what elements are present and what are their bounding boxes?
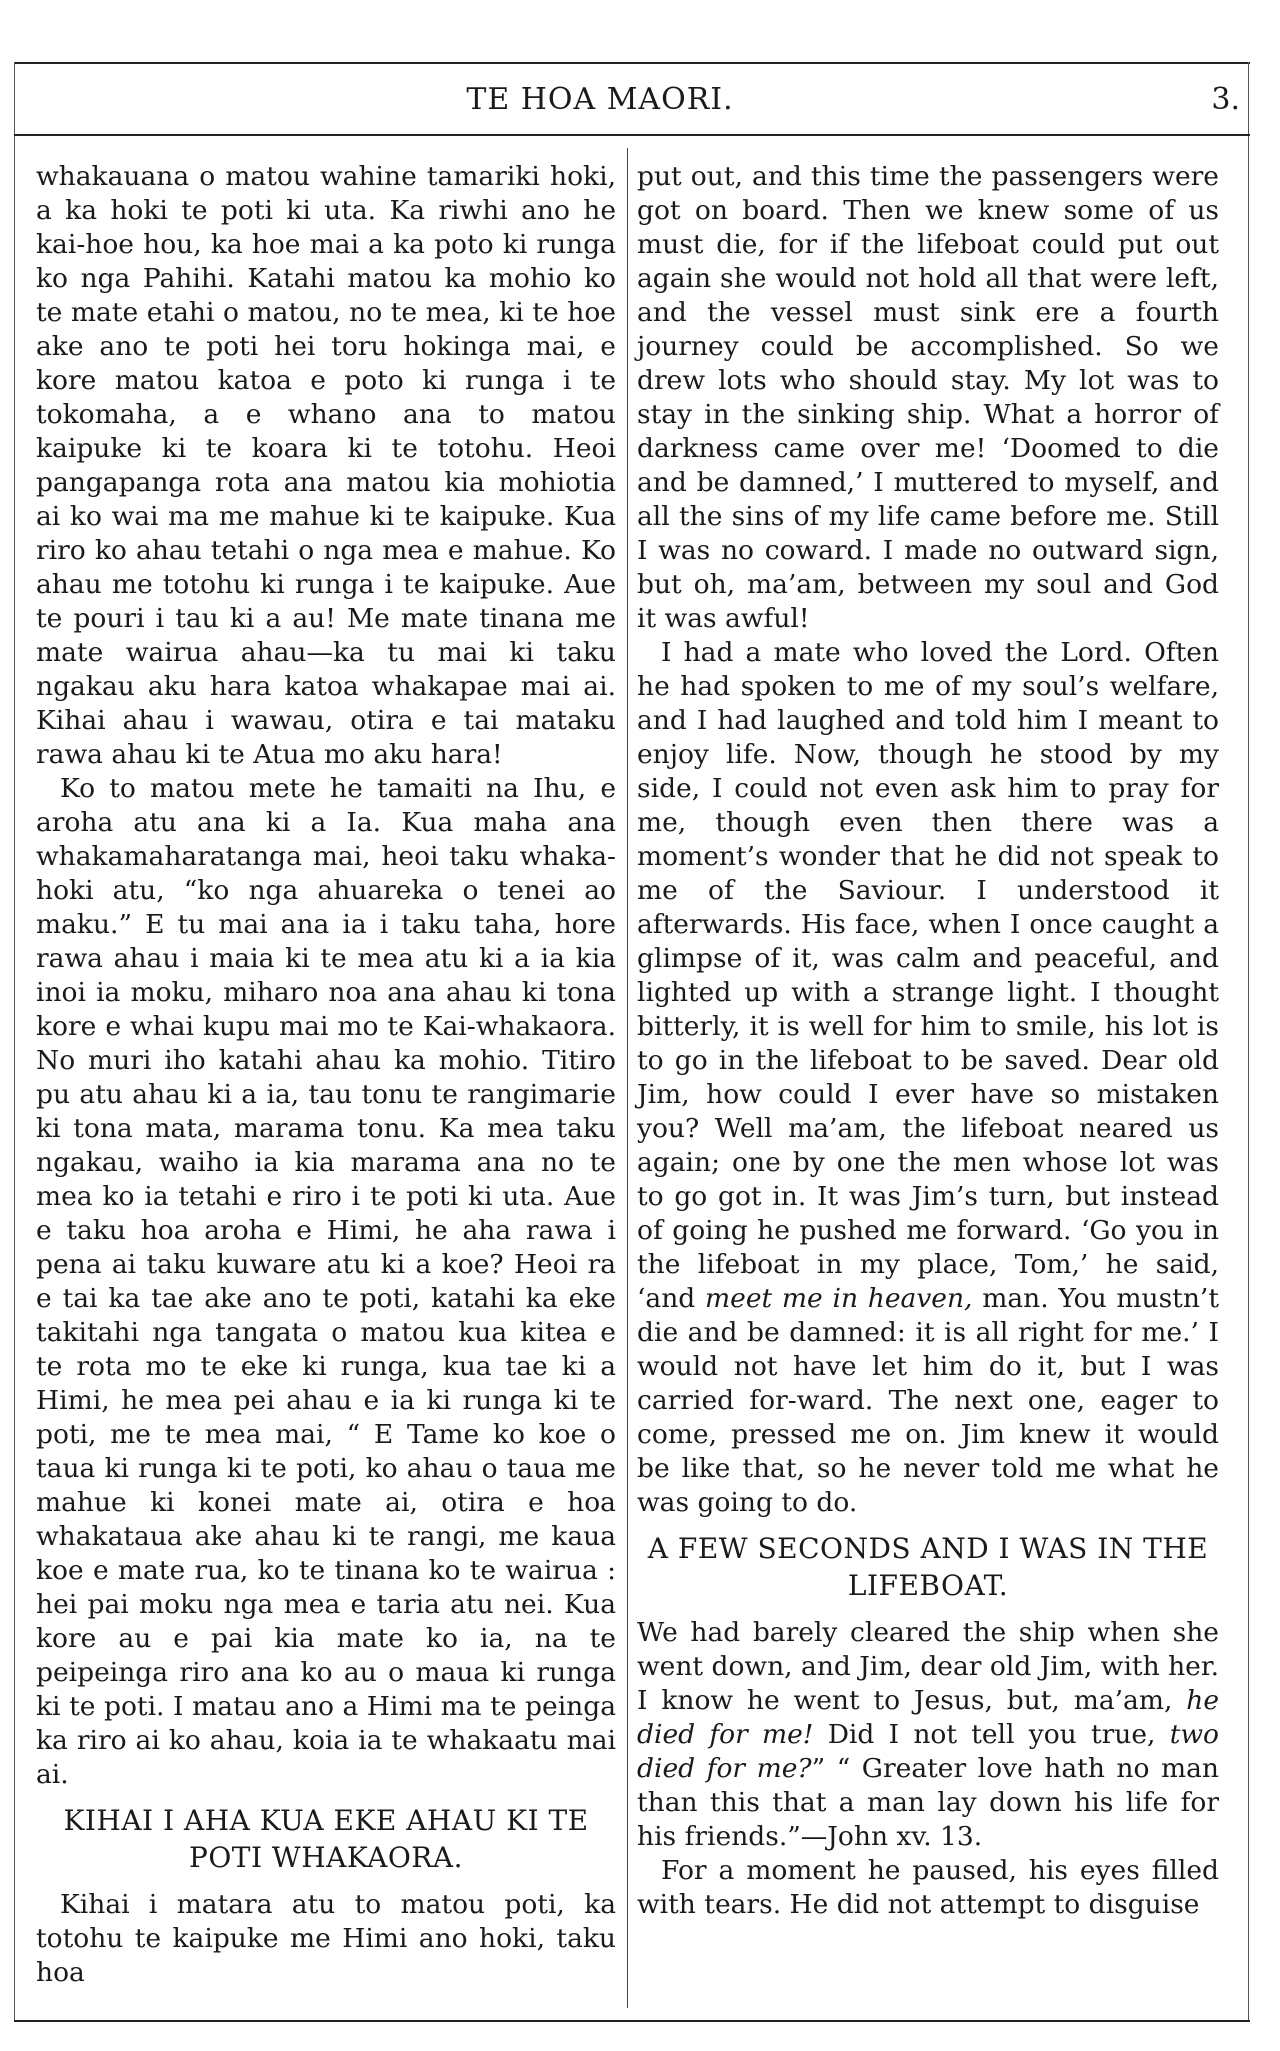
- footer-rule: [14, 2020, 1250, 2022]
- right-paragraph-2-emphasis: meet me in heaven,: [705, 1283, 973, 1314]
- header-top-rule: [14, 62, 1250, 64]
- right-paragraph-1: put out, and this time the passengers were got on board. Then we knew some of us must die, for if the lifeboat could put out again she would not hold all that were left, and the vessel must sink ere a fourth journey could be accomplished. So we drew lots who should stay. My lot was to stay in the sinking ship. What a horror of darkness came over me! ‘Doomed to die and be damned,’ I muttered to myself, and all the sins of my life came before me. Still I was no coward. I made no outward sign, but oh, ma’am, between my soul and God it was awful!: [637, 161, 1219, 634]
- page-title: TE HOA MAORI.: [466, 82, 734, 117]
- left-paragraph-3: Kihai i matara atu to matou poti, ka totohu te kaipuke me Himi ano hoki, taku hoa: [36, 1889, 616, 1988]
- left-paragraph-2: Ko to matou mete he tamaiti na Ihu, e aroha atu ana ki a Ia. Kua maha ana whakamaharatanga mai, heoi taku whaka-hoki atu, “ko nga ahuareka o tenei ao maku.” E tu mai ana ia i taku taha, hore rawa ahau i maia ki te mea atu ki a ia kia inoi ia moku, miharo noa ana ahau ki tona kore e whai kupu mai mo te Kai-whakaora. No muri iho katahi ahau ka mohio. Titiro pu atu ahau ki a ia, tau tonu te rangimarie ki tona mata, marama tonu. Ka mea taku ngakau, waiho ia kia marama ana no te mea ko ia tetahi e riro i te poti ki uta. Aue e taku hoa aroha e Himi, he aha rawa i pena ai taku kuware atu ki a koe? Heoi ra e tai ka tae ake ano te poti, katahi ka eke takitahi nga tangata o matou kua kitea e te rota mo te eke ki runga, kua tae ki a Himi, he mea pei ahau e ia ki runga ki te poti, me te mea mai, “ E Tame ko koe o taua ki runga ki te poti, ko ahau o taua me mahue ki konei mate ai, otira e hoa whakataua ake ahau ki te rangi, me kaua koe e mate rua, ko te tinana ko te wairua : hei pai moku nga mea e taria atu nei. Kua kore au e pai kia mate ko ia, na te peipeinga riro ana ko au o maua ki runga ki te poti. I matau ano a Himi ma te peinga ka riro ai ko ahau, koia ia te whakaatu mai ai.: [36, 773, 616, 1790]
- right-section-heading: A FEW SECONDS AND I WAS IN THE LIFEBOAT.: [647, 1532, 1209, 1602]
- right-paragraph-3-text-c: ” “ Greater love hath no man than this that a man lay down his life for his friends.”—John xv. 13.: [637, 1753, 1219, 1852]
- right-paragraph-3-text-b: Did I not tell you true,: [813, 1719, 1170, 1750]
- right-paragraph-3-emphasis-1: he died for me!: [637, 1685, 1219, 1750]
- header-bottom-rule: [14, 134, 1250, 136]
- right-paragraph-2-text-a: I had a mate who loved the Lord. Often he had spoken to me of my soul’s welfare, and I had laughed and told him I meant to enjoy life. Now, though he stood by my side, I could not even ask him to pray for me, though even then there was a moment’s wonder that he did not speak to me of the Saviour. I understood it afterwards. His face, when I once caught a glimpse of it, was calm and peaceful, and lighted up with a strange light. I thought bitterly, it is well for him to smile, his lot is to go in the lifeboat to be saved. Dear old Jim, how could I ever have so mistaken you? Well ma’am, the lifeboat neared us again; one by one the men whose lot was to go got in. It was Jim’s turn, but instead of going he pushed me forward. ‘Go you in the lifeboat in my place, Tom,’ he said, ‘and: [637, 637, 1219, 1314]
- right-paragraph-2-text-b: man. You mustn’t die and be damned: it is all right for me.’ I would not have let him do it, but I was carried for-ward. The next one, eager to come, pressed me on. Jim knew it would be like that, so he never told me what he was going to do.: [637, 1283, 1219, 1518]
- right-paragraph-3-text-a: We had barely cleared the ship when she went down, and Jim, dear old Jim, with her. I know he went to Jesus, but, ma’am,: [637, 1617, 1220, 1716]
- right-paragraph-3: [637, 1616, 1219, 1854]
- right-column: [637, 160, 1219, 1922]
- right-paragraph-2: [637, 636, 1219, 1520]
- page-number: 3.: [1211, 82, 1240, 117]
- right-border-rule: [1248, 62, 1249, 2022]
- right-paragraph-3-emphasis-2: two died for me?: [637, 1719, 1219, 1784]
- left-column: [36, 160, 616, 1990]
- right-paragraph-4: For a moment he paused, his eyes filled with tears. He did not attempt to disguise: [637, 1855, 1219, 1920]
- column-divider: [627, 148, 628, 2008]
- left-border-rule: [14, 62, 15, 2022]
- left-paragraph-1: whakauana o matou wahine tamariki hoki, a ka hoki te poti ki uta. Ka riwhi ano he kai-hoe hou, ka hoe mai a ka poto ki runga ko nga Pahihi. Katahi matou ka mohio ko te mate etahi o matou, no te mea, ki te hoe ake ano te poti hei toru hokinga mai, e kore matou katoa e poto ki runga i te tokomaha, a e whano ana to matou kaipuke ki te koara ki te totohu. Heoi pangapanga rota ana matou kia mohiotia ai ko wai ma me mahue ki te kaipuke. Kua riro ko ahau tetahi o nga mea e mahue. Ko ahau me totohu ki runga i te kaipuke. Aue te pouri i tau ki a au! Me mate tinana me mate wairua ahau—ka tu mai ki taku ngakau aku hara katoa whakapae mai ai. Kihai ahau i wawau, otira e tai mataku rawa ahau ki te Atua mo aku hara!: [36, 161, 616, 770]
- left-section-heading: KIHAI I AHA KUA EKE AHAU KI TE POTI WHAKAORA.: [63, 1804, 589, 1874]
